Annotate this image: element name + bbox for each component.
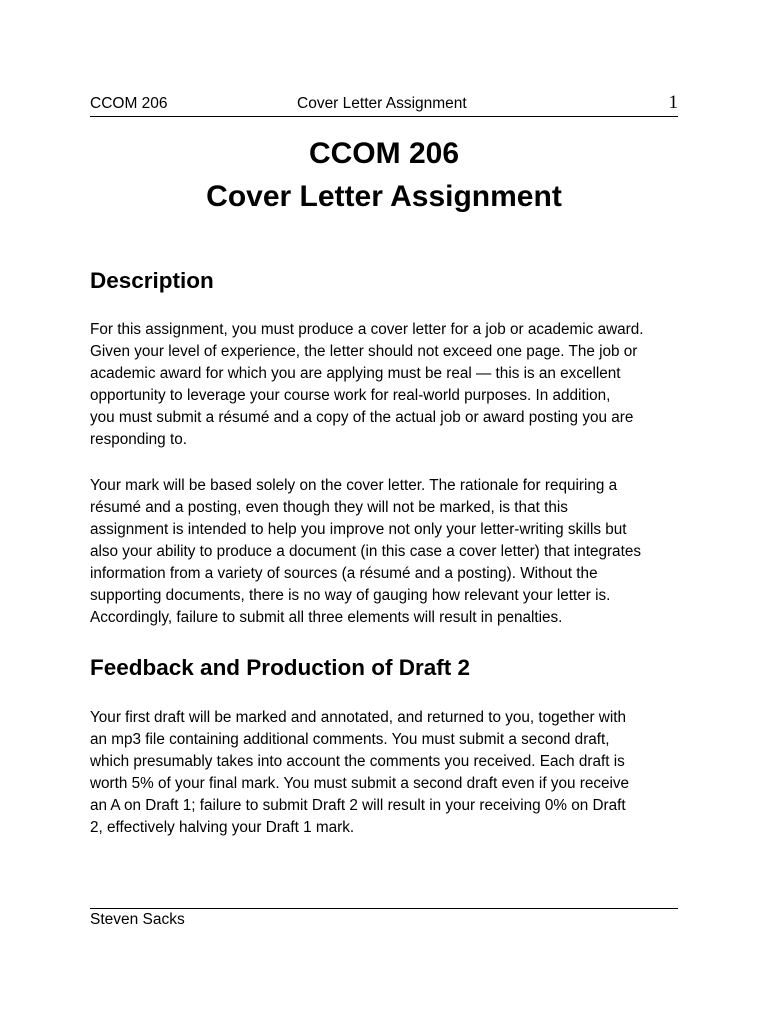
paragraph-line: which presumably takes into account the comments you received. Each draft is: [90, 753, 625, 770]
paragraph-line: assignment is intended to help you improve not only your letter-writing skills but: [90, 521, 627, 538]
paragraph-line: an A on Draft 1; failure to submit Draft 2 will result in your receiving 0% on Draft: [90, 797, 626, 814]
header-course-code: CCOM 206: [90, 95, 168, 112]
paragraph-line: For this assignment, you must produce a cover letter for a job or academic award.: [90, 321, 644, 338]
paragraph-line: academic award for which you are applying must be real — this is an excellent: [90, 365, 621, 382]
feedback-heading: Feedback and Production of Draft 2: [90, 655, 471, 680]
running-header: [90, 94, 678, 117]
paragraph-line: Given your level of experience, the letter should not exceed one page. The job or: [90, 343, 638, 360]
document-title-assignment: Cover Letter Assignment: [206, 180, 562, 213]
description-paragraph-2: [90, 475, 690, 629]
paragraph-line: supporting documents, there is no way of gauging how relevant your letter is.: [90, 587, 611, 604]
paragraph-line: responding to.: [90, 431, 187, 448]
footer-author: Steven Sacks: [90, 911, 185, 928]
document-title-course: CCOM 206: [308, 137, 460, 170]
description-paragraph-1: [90, 319, 690, 451]
page-number: 1: [668, 92, 678, 113]
paragraph-line: worth 5% of your final mark. You must submit a second draft even if you receive: [90, 775, 630, 792]
header-doc-title: Cover Letter Assignment: [297, 95, 467, 112]
paragraph-line: Your mark will be based solely on the cover letter. The rationale for requiring a: [90, 477, 618, 494]
paragraph-line: Your first draft will be marked and annotated, and returned to you, together with: [90, 709, 626, 726]
paragraph-line: information from a variety of sources (a résumé and a posting). Without the: [90, 565, 598, 582]
paragraph-line: 2, effectively halving your Draft 1 mark.: [90, 819, 355, 836]
paragraph-line: also your ability to produce a document (in this case a cover letter) that integrates: [90, 543, 641, 560]
paragraph-line: Accordingly, failure to submit all three elements will result in penalties.: [90, 609, 563, 626]
paragraph-line: you must submit a résumé and a copy of the actual job or award posting you are: [90, 409, 634, 426]
feedback-paragraph-1: [90, 707, 690, 839]
paragraph-line: opportunity to leverage your course work for real-world purposes. In addition,: [90, 387, 611, 404]
footer-divider: [90, 908, 678, 909]
paragraph-line: résumé and a posting, even though they will not be marked, is that this: [90, 499, 568, 516]
paragraph-line: an mp3 file containing additional comments. You must submit a second draft,: [90, 731, 610, 748]
description-heading: Description: [90, 268, 214, 293]
